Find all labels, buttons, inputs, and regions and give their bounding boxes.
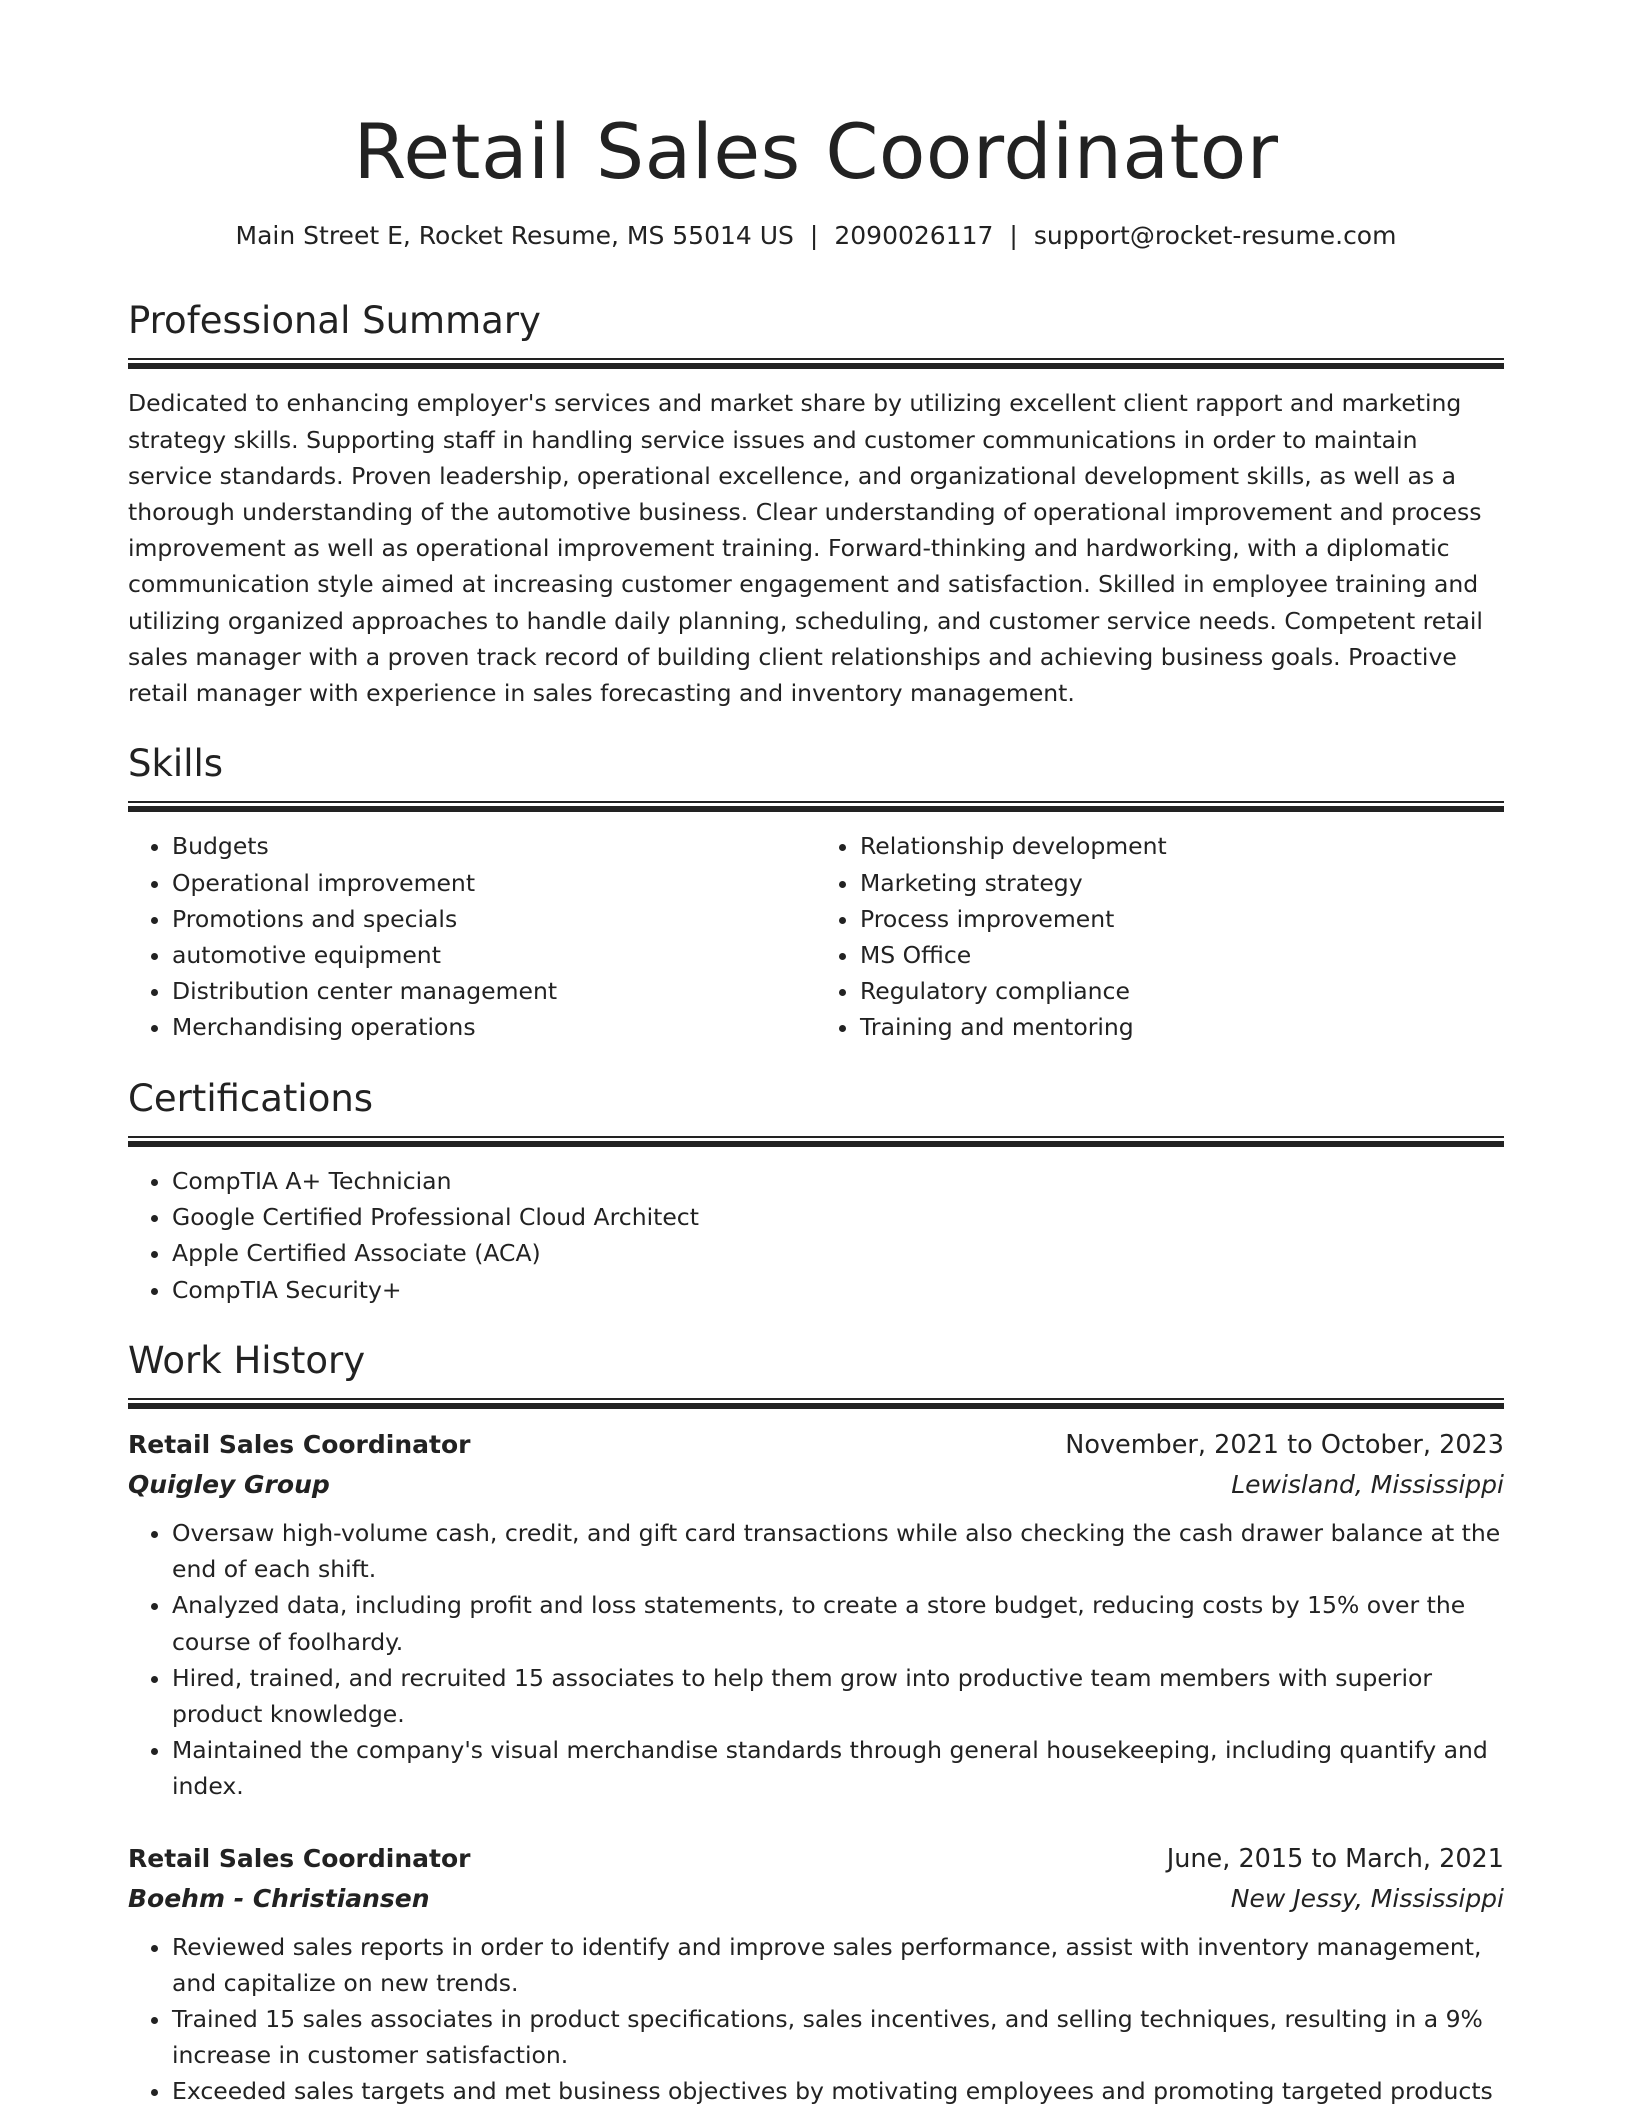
skill-item: • Training and mentoring [860, 1009, 1504, 1045]
skill-item: • Relationship development [860, 828, 1504, 864]
skills-grid [128, 828, 1504, 1045]
job-bullet: • Hired, trained, and recruited 15 associates to help them grow into productive team members with superior product knowledge. [172, 1660, 1504, 1732]
job-title: Retail Sales Coordinator [128, 1429, 471, 1459]
resume-name: Retail Sales Coordinator [353, 107, 1279, 196]
skill-item: • Process improvement [860, 901, 1504, 937]
section-title-work-history: Work History [128, 1338, 366, 1382]
skill-item: • Marketing strategy [860, 865, 1504, 901]
certification-item: • CompTIA A+ Technician [172, 1163, 1504, 1199]
job-company-row [128, 1465, 1504, 1505]
job-bullet: • Analyzed data, including profit and loss statements, to create a store budget, reducing costs by 15% over the course of foolhardy. [172, 1587, 1504, 1659]
job-bullet: • Exceeded sales targets and met business objectives by motivating employees and promoting targeted products [172, 2073, 1504, 2109]
section-divider [128, 358, 1504, 369]
job-header-row [128, 1425, 1504, 1465]
contact-email[interactable]: support@rocket-resume.com [1033, 220, 1397, 250]
certification-item: • CompTIA Security+ [172, 1272, 1504, 1308]
summary-section [128, 298, 1504, 711]
section-divider [128, 1398, 1504, 1409]
job-bullets [128, 1515, 1504, 1805]
section-title-certifications: Certifications [128, 1076, 374, 1120]
skills-right-list [816, 828, 1504, 1045]
certifications-section [128, 1076, 1504, 1308]
skill-item: • Budgets [172, 828, 816, 864]
job-location: New Jessy, Mississippi [1230, 1883, 1504, 1913]
skills-section [128, 741, 1504, 1045]
skill-item: • Promotions and specials [172, 901, 816, 937]
skill-item: • Distribution center management [172, 973, 816, 1009]
job-bullet: • Oversaw high-volume cash, credit, and gift card transactions while also checking the cash drawer balance at the end of each shift. [172, 1515, 1504, 1587]
work-history-section [128, 1338, 1504, 2110]
job-bullets [128, 1929, 1504, 2110]
certification-item: • Apple Certified Associate (ACA) [172, 1235, 1504, 1271]
job-bullet: • Trained 15 sales associates in product specifications, sales incentives, and selling techniques, resulting in a 9% increase in customer satisfaction. [172, 2001, 1504, 2073]
skill-item: • Regulatory compliance [860, 973, 1504, 1009]
summary-text: Dedicated to enhancing employer's services and market share by utilizing excellent client rapport and marketing strategy skills. Supporting staff in handling service issues and customer communications in order to maintain service standards. Proven leadership, operational excellence, and organizational development skills, as well as a thorough understanding of the automotive business. Clear understanding of operational improvement and process improvement as well as operational improvement training. Forward-thinking and hardworking, with a diplomatic communication style aimed at increasing customer engagement and satisfaction. Skilled in employee training and utilizing organized approaches to handle daily planning, scheduling, and customer service needs. Competent retail sales manager with a proven track record of building client relationships and achieving business goals. Proactive retail manager with experience in sales forecasting and inventory management. [128, 389, 1483, 707]
job-company-row [128, 1879, 1504, 1919]
section-title-summary: Professional Summary [128, 299, 541, 343]
job-dates: June, 2015 to March, 2021 [1166, 1843, 1504, 1874]
contact-address: Main Street E, Rocket Resume, MS 55014 US [235, 220, 794, 250]
job-entry [128, 1425, 1504, 1805]
skills-left-list [128, 828, 816, 1045]
job-bullet: • Maintained the company's visual merchandise standards through general housekeeping, including quantify and index. [172, 1732, 1504, 1804]
contact-line [128, 220, 1504, 253]
job-header-row [128, 1839, 1504, 1879]
job-company: Boehm - Christiansen [128, 1883, 430, 1913]
skill-item: • automotive equipment [172, 937, 816, 973]
section-divider [128, 1136, 1504, 1147]
job-dates: November, 2021 to October, 2023 [1065, 1429, 1504, 1460]
job-title: Retail Sales Coordinator [128, 1843, 471, 1873]
job-location: Lewisland, Mississippi [1231, 1469, 1504, 1499]
certification-item: • Google Certified Professional Cloud Architect [172, 1199, 1504, 1235]
certifications-list [128, 1163, 1504, 1308]
job-entry [128, 1839, 1504, 2110]
section-title-skills: Skills [128, 742, 224, 786]
contact-separator: | [809, 220, 819, 250]
skill-item: • Merchandising operations [172, 1009, 816, 1045]
skill-item: • Operational improvement [172, 865, 816, 901]
contact-phone: 2090026117 [834, 220, 994, 250]
job-company: Quigley Group [128, 1469, 330, 1499]
job-bullet: • Reviewed sales reports in order to identify and improve sales performance, assist with inventory management, and capitalize on new trends. [172, 1929, 1504, 2001]
section-divider [128, 801, 1504, 812]
contact-separator: | [1009, 220, 1018, 250]
skill-item: • MS Office [860, 937, 1504, 973]
